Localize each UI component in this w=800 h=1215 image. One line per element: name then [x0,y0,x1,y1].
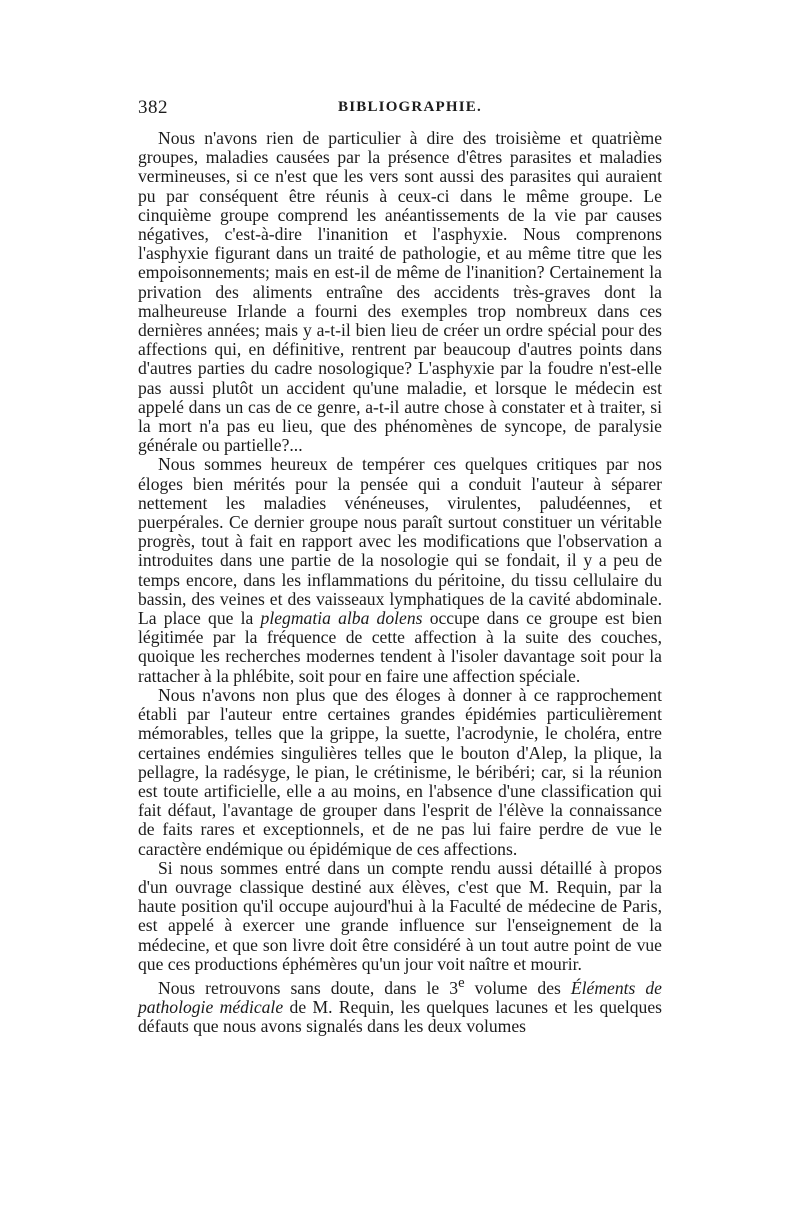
paragraph-3: Nous n'avons non plus que des éloges à donner à ce rapprochement établi par l'auteur entre certaines grandes épidémies particulièrement mémorables, telles que la grippe, la suette, l'acrodynie, le choléra, entre certaines endémies singulières telles que le bouton d'Alep, la plique, la pellagre, la radésyge, le pian, le crétinisme, le béribéri; car, si la réunion est toute artificielle, elle a au moins, en l'absence d'une classification qui fait défaut, l'avantage de grouper dans l'esprit de l'élève la connaissance de faits rares et exceptionnels, et de ne pas lui faire perdre de vue le caractère endémique ou épidémique de ces affections. [138,684,662,859]
running-title: BIBLIOGRAPHIE. [338,99,482,115]
paragraph-2-text-after: occupe dans ce groupe est bien légitimée par la fréquence de cette affection à la suite des couches, quoique les recherches modernes tendent à l'isoler davantage soit pour la rattacher à la phlébite, soit pour en faire une affection spéciale. [138,608,662,686]
paragraph-5-superscript: e [458,974,465,991]
paragraph-5-italic-title: Éléments de pathologie médicale [138,977,662,1017]
page-header [138,95,662,129]
paragraph-1: Nous n'avons rien de particulier à dire des troisième et quatrième groupes, maladies causées par la présence d'êtres parasites et maladies vermineuses, si ce n'est que les vers sont aussi des parasites qui auraient pu par conséquent être réunis à ceux-ci dans le même groupe. Le cinquième groupe comprend les anéantissements de la vie par causes négatives, c'est-à-dire l'inanition et l'asphyxie. Nous comprenons l'asphyxie figurant dans un traité de pathologie, et au même titre que les empoisonnements; mais en est-il de même de l'inanition? Certainement la privation des aliments entraîne des accidents très-graves dont la malheureuse Irlande a fourni des exemples trop nombreux dans ces dernières années; mais y a-t-il bien lieu de créer un ordre spécial pour des affections qui, en définitive, rentrent par beaucoup d'autres points dans d'autres parties du cadre nosologique? L'asphyxie par la foudre n'est-elle pas aussi plutôt un accident qu'une maladie, et lorsque le médecin est appelé dans un cas de ce genre, a-t-il autre chose à constater et à traiter, si la mort n'a pas eu lieu, que des phénomènes de syncope, de paralysie générale ou partielle?... [138,128,662,456]
paragraph-5 [138,974,662,1036]
page-number: 382 [138,97,168,118]
paragraph-5-text-after: de M. Requin, les quelques lacunes et les quelques défauts que nous avons signalés dans les deux volumes [138,997,663,1037]
paragraph-2-text-before: Nous sommes heureux de tempérer ces quelques critiques par nos éloges bien mérités pour la pensée qui a conduit l'auteur à séparer nettement les maladies vénéneuses, virulentes, paludéennes, et puerpérales. Ce dernier groupe nous paraît surtout constituer un véritable progrès, tout à fait en rapport avec les modifications que l'observation a introduites dans une partie de la nosologie qui se fondait, il y a peu de temps encore, dans les inflammations du péritoine, du tissu cellulaire du bassin, des veines et des vaisseaux lymphatiques de la cavité abdominale. La place que la [138,454,662,629]
paragraph-2 [138,455,662,685]
paragraph-2-italic-term: plegmatia alba dolens [260,608,423,629]
book-page [138,95,662,1036]
body-text [138,129,662,1036]
paragraph-5-text-before: Nous retrouvons sans doute, dans le 3 [158,977,459,998]
paragraph-5-text-middle: volume des [464,977,571,998]
paragraph-4: Si nous sommes entré dans un compte rendu aussi détaillé à propos d'un ouvrage classique destiné aux élèves, c'est que M. Requin, par la haute position qu'il occupe aujourd'hui à la Faculté de médecine de Paris, est appelé à exercer une grande influence sur l'enseignement de la médecine, et que son livre doit être considéré à un tout autre point de vue que ces productions éphémères qu'un jour voit naître et mourir. [138,857,662,974]
